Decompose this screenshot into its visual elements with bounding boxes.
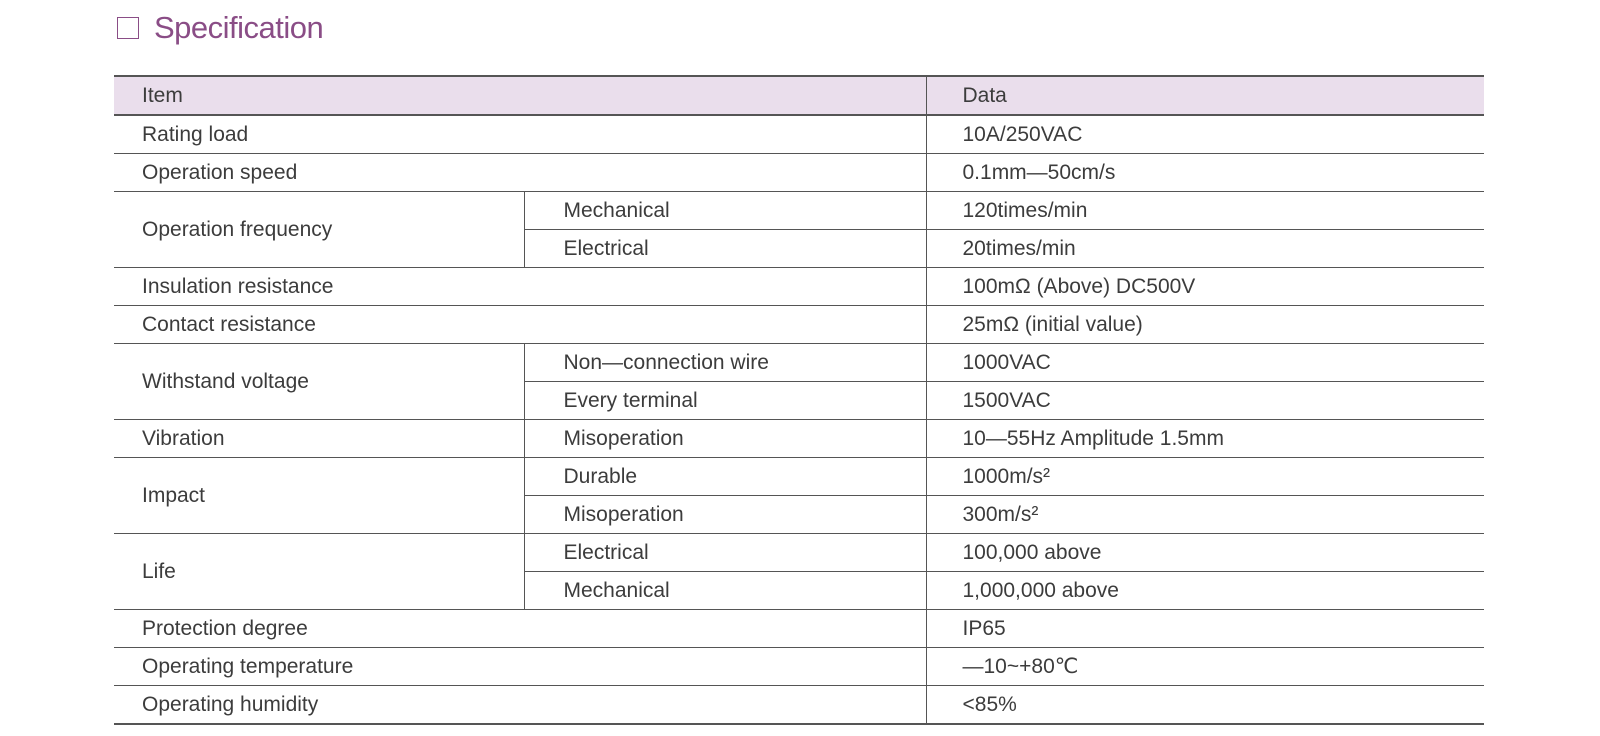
section-header [117, 8, 323, 48]
subitem-cell: Misoperation [524, 420, 926, 458]
data-cell: 1000m/s² [926, 458, 1484, 496]
table-row [114, 420, 1484, 458]
data-cell: 100,000 above [926, 534, 1484, 572]
data-cell: 300m/s² [926, 496, 1484, 534]
table-row [114, 306, 1484, 344]
data-cell: 1000VAC [926, 344, 1484, 382]
data-cell: <85% [926, 686, 1484, 725]
spec-table [114, 75, 1484, 725]
data-cell: 25mΩ (initial value) [926, 306, 1484, 344]
data-cell: 0.1mm—50cm/s [926, 154, 1484, 192]
data-cell: —10~+80℃ [926, 648, 1484, 686]
data-cell: 10—55Hz Amplitude 1.5mm [926, 420, 1484, 458]
column-header-data: Data [926, 76, 1484, 115]
data-cell: 20times/min [926, 230, 1484, 268]
item-cell: Operation frequency [114, 192, 524, 268]
table-row [114, 534, 1484, 572]
item-cell: Protection degree [114, 610, 926, 648]
table-row [114, 268, 1484, 306]
subitem-cell: Mechanical [524, 192, 926, 230]
data-cell: 100mΩ (Above) DC500V [926, 268, 1484, 306]
data-cell: 1,000,000 above [926, 572, 1484, 610]
table-row [114, 458, 1484, 496]
item-cell: Operating humidity [114, 686, 926, 725]
item-cell: Operation speed [114, 154, 926, 192]
subitem-cell: Every terminal [524, 382, 926, 420]
table-row [114, 686, 1484, 725]
data-cell: 1500VAC [926, 382, 1484, 420]
table-row [114, 154, 1484, 192]
table-header-row [114, 76, 1484, 115]
data-cell: 120times/min [926, 192, 1484, 230]
subitem-cell: Durable [524, 458, 926, 496]
item-cell: Rating load [114, 115, 926, 154]
subitem-cell: Mechanical [524, 572, 926, 610]
table-row [114, 344, 1484, 382]
square-bullet-icon [117, 17, 139, 39]
item-cell: Operating temperature [114, 648, 926, 686]
page-title: Specification [154, 10, 324, 45]
item-cell: Impact [114, 458, 524, 534]
subitem-cell: Electrical [524, 230, 926, 268]
item-cell: Life [114, 534, 524, 610]
item-cell: Contact resistance [114, 306, 926, 344]
column-header-item: Item [114, 76, 926, 115]
table-row [114, 648, 1484, 686]
subitem-cell: Misoperation [524, 496, 926, 534]
subitem-cell: Non—connection wire [524, 344, 926, 382]
item-cell: Withstand voltage [114, 344, 524, 420]
table-row [114, 610, 1484, 648]
table-row [114, 115, 1484, 154]
item-cell: Insulation resistance [114, 268, 926, 306]
data-cell: 10A/250VAC [926, 115, 1484, 154]
item-cell: Vibration [114, 420, 524, 458]
subitem-cell: Electrical [524, 534, 926, 572]
data-cell: IP65 [926, 610, 1484, 648]
table-row [114, 192, 1484, 230]
